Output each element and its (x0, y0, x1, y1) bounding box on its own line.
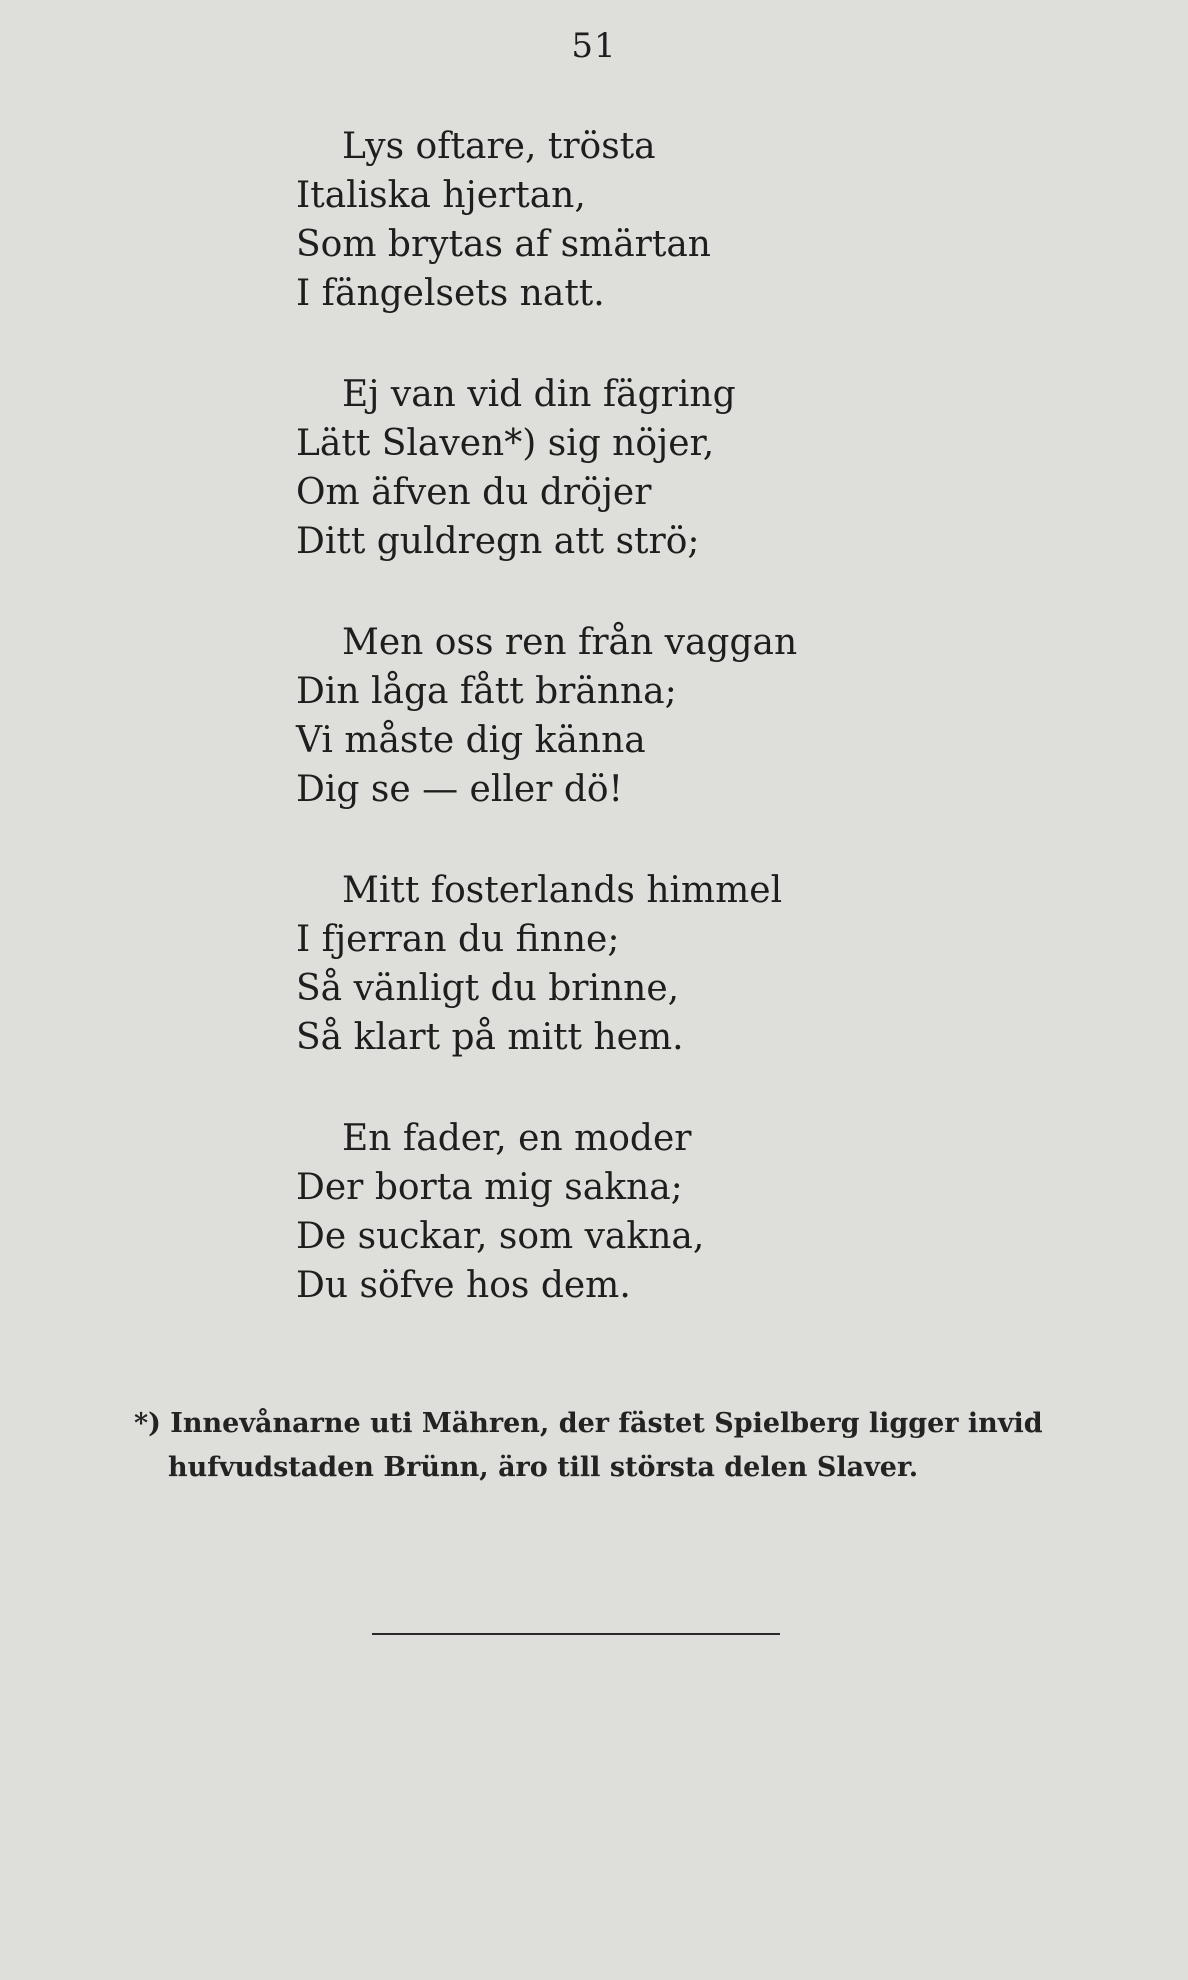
poem-line: Vi måste dig känna (296, 720, 646, 761)
poem-line: Mitt fosterlands himmel (342, 870, 783, 911)
poem-line: Dig se — eller dö! (296, 769, 624, 810)
stanza-1 (296, 122, 1056, 318)
stanza-3 (296, 618, 1056, 814)
poem-line: Lys oftare, trösta (342, 126, 656, 167)
poem-line: Der borta mig sakna; (296, 1167, 683, 1208)
poem-line: De suckar, som vakna, (296, 1216, 705, 1257)
footnote-line: hufvudstaden Brünn, äro till största delen Slaver. (168, 1452, 919, 1483)
poem-line: En fader, en moder (342, 1118, 692, 1159)
poem-line: Så vänligt du brinne, (296, 968, 680, 1009)
poem-line: Ditt guldregn att strö; (296, 521, 700, 562)
stanza-2 (296, 370, 1056, 566)
section-divider (372, 1633, 780, 1635)
poem-line: Du söfve hos dem. (296, 1265, 631, 1306)
poem (296, 122, 1056, 1362)
poem-line: Italiska hjertan, (296, 175, 586, 216)
poem-line: Ej van vid din fägring (342, 374, 736, 415)
poem-line: Så klart på mitt hem. (296, 1017, 684, 1058)
stanza-4 (296, 866, 1056, 1062)
poem-line: Men oss ren från vaggan (342, 622, 798, 663)
poem-line: Om äfven du dröjer (296, 472, 652, 513)
poem-line: Din låga fått bränna; (296, 671, 677, 712)
poem-line: Som brytas af smärtan (296, 224, 711, 265)
poem-line: Lätt Slaven*) sig nöjer, (296, 423, 715, 464)
poem-line: I fjerran du finne; (296, 919, 620, 960)
footnote-line: *) Innevånarne uti Mähren, der fästet Spielberg ligger invid (134, 1408, 1043, 1439)
page-number: 51 (571, 26, 617, 66)
stanza-5 (296, 1114, 1056, 1310)
footnote (134, 1402, 1094, 1490)
poem-line: I fängelsets natt. (296, 273, 605, 314)
